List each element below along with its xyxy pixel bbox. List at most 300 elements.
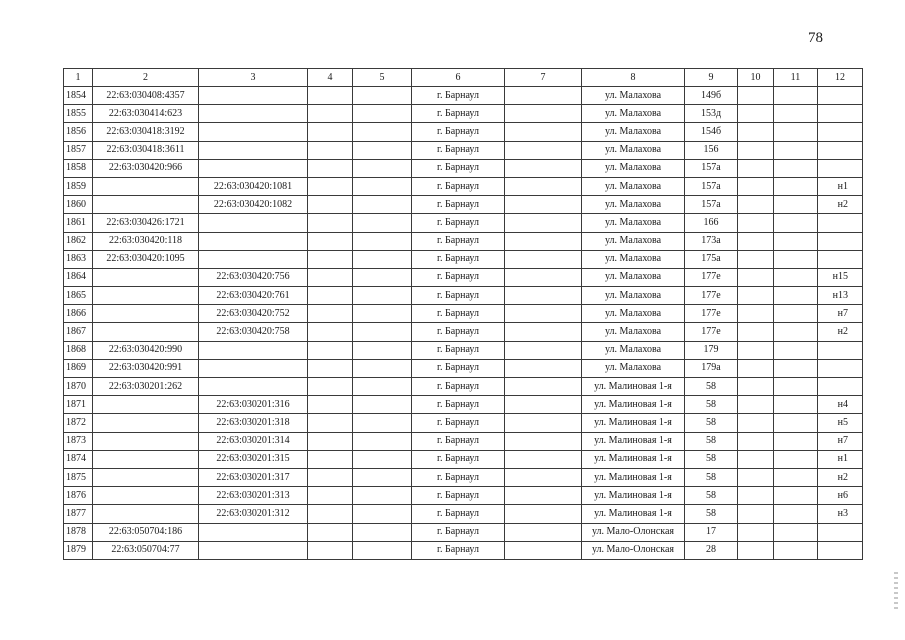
cell-col10 (738, 432, 774, 450)
cell-col5 (353, 396, 412, 414)
cell-col5 (353, 323, 412, 341)
cell-col10 (738, 468, 774, 486)
cell-number: 1870 (64, 378, 93, 396)
cell-number: 1872 (64, 414, 93, 432)
cell-col5 (353, 541, 412, 559)
cell-house: 58 (685, 414, 738, 432)
registry-table (63, 68, 863, 560)
cell-col5 (353, 123, 412, 141)
table-row (64, 232, 863, 250)
cell-cadastral-room (199, 250, 308, 268)
cell-premise (818, 359, 863, 377)
table-row (64, 123, 863, 141)
cell-cadastral-room: 22:63:030420:761 (199, 287, 308, 305)
cell-col5 (353, 468, 412, 486)
cell-col5 (353, 432, 412, 450)
cell-premise: н4 (818, 396, 863, 414)
cell-col10 (738, 141, 774, 159)
cell-col7 (505, 141, 582, 159)
cell-city: г. Барнаул (412, 487, 505, 505)
cell-col10 (738, 214, 774, 232)
cell-number: 1861 (64, 214, 93, 232)
cell-street: ул. Мало-Олонская (582, 523, 685, 541)
cell-premise (818, 123, 863, 141)
cell-house: 179а (685, 359, 738, 377)
table-row (64, 196, 863, 214)
cell-city: г. Барнаул (412, 196, 505, 214)
cell-col7 (505, 396, 582, 414)
cell-col7 (505, 432, 582, 450)
cell-col4 (308, 87, 353, 105)
cell-col11 (774, 541, 818, 559)
cell-street: ул. Малахова (582, 196, 685, 214)
cell-street: ул. Малиновая 1-я (582, 450, 685, 468)
cell-col11 (774, 305, 818, 323)
cell-col11 (774, 177, 818, 195)
cell-street: ул. Малахова (582, 232, 685, 250)
cell-col7 (505, 305, 582, 323)
cell-col11 (774, 432, 818, 450)
table-row (64, 523, 863, 541)
cell-col5 (353, 378, 412, 396)
cell-col7 (505, 159, 582, 177)
cell-col7 (505, 123, 582, 141)
cell-col10 (738, 341, 774, 359)
cell-col4 (308, 432, 353, 450)
cell-house: 28 (685, 541, 738, 559)
cell-number: 1856 (64, 123, 93, 141)
cell-premise (818, 250, 863, 268)
cell-city: г. Барнаул (412, 250, 505, 268)
cell-col5 (353, 359, 412, 377)
table-row (64, 323, 863, 341)
cell-cadastral-room (199, 232, 308, 250)
cell-house: 179 (685, 341, 738, 359)
cell-col11 (774, 487, 818, 505)
cell-street: ул. Малахова (582, 268, 685, 286)
cell-cadastral-land (93, 450, 199, 468)
cell-number: 1857 (64, 141, 93, 159)
cell-premise: н2 (818, 323, 863, 341)
table-row (64, 341, 863, 359)
cell-number: 1875 (64, 468, 93, 486)
cell-col4 (308, 378, 353, 396)
cell-col4 (308, 250, 353, 268)
cell-col11 (774, 505, 818, 523)
cell-house: 149б (685, 87, 738, 105)
cell-col4 (308, 305, 353, 323)
cell-city: г. Барнаул (412, 341, 505, 359)
cell-col5 (353, 87, 412, 105)
cell-number: 1855 (64, 105, 93, 123)
cell-street: ул. Малиновая 1-я (582, 487, 685, 505)
cell-number: 1866 (64, 305, 93, 323)
cell-cadastral-room: 22:63:030201:316 (199, 396, 308, 414)
cell-col10 (738, 159, 774, 177)
cell-cadastral-room: 22:63:030420:1082 (199, 196, 308, 214)
cell-house: 58 (685, 505, 738, 523)
column-header: 5 (353, 69, 412, 87)
cell-street: ул. Малахова (582, 305, 685, 323)
cell-street: ул. Малахова (582, 159, 685, 177)
cell-col7 (505, 105, 582, 123)
cell-col7 (505, 87, 582, 105)
table-row (64, 541, 863, 559)
cell-number: 1854 (64, 87, 93, 105)
cell-city: г. Барнаул (412, 87, 505, 105)
cell-cadastral-land: 22:63:030420:118 (93, 232, 199, 250)
cell-col10 (738, 414, 774, 432)
cell-col5 (353, 487, 412, 505)
table-row (64, 250, 863, 268)
cell-col4 (308, 487, 353, 505)
cell-premise: н2 (818, 468, 863, 486)
cell-number: 1871 (64, 396, 93, 414)
cell-col11 (774, 141, 818, 159)
cell-city: г. Барнаул (412, 505, 505, 523)
cell-cadastral-land (93, 432, 199, 450)
column-header: 12 (818, 69, 863, 87)
cell-premise (818, 159, 863, 177)
cell-cadastral-room (199, 214, 308, 232)
table-row (64, 505, 863, 523)
cell-col7 (505, 341, 582, 359)
cell-house: 156 (685, 141, 738, 159)
table-row (64, 305, 863, 323)
cell-city: г. Барнаул (412, 523, 505, 541)
cell-premise: н7 (818, 432, 863, 450)
cell-col11 (774, 268, 818, 286)
cell-col4 (308, 196, 353, 214)
cell-col5 (353, 232, 412, 250)
cell-col5 (353, 250, 412, 268)
cell-cadastral-room: 22:63:030420:1081 (199, 177, 308, 195)
cell-col4 (308, 268, 353, 286)
cell-street: ул. Малиновая 1-я (582, 414, 685, 432)
cell-cadastral-land: 22:63:050704:77 (93, 541, 199, 559)
cell-cadastral-room (199, 341, 308, 359)
cell-cadastral-room (199, 141, 308, 159)
cell-cadastral-room: 22:63:030201:315 (199, 450, 308, 468)
cell-house: 58 (685, 468, 738, 486)
cell-house: 177е (685, 268, 738, 286)
table-row (64, 359, 863, 377)
cell-street: ул. Малахова (582, 287, 685, 305)
cell-city: г. Барнаул (412, 232, 505, 250)
cell-city: г. Барнаул (412, 396, 505, 414)
cell-col10 (738, 305, 774, 323)
cell-city: г. Барнаул (412, 105, 505, 123)
table-header-row (64, 69, 863, 87)
column-header: 6 (412, 69, 505, 87)
cell-number: 1876 (64, 487, 93, 505)
cell-premise: н1 (818, 177, 863, 195)
cell-col11 (774, 250, 818, 268)
cell-col10 (738, 196, 774, 214)
cell-col7 (505, 196, 582, 214)
cell-cadastral-room (199, 359, 308, 377)
table-row (64, 287, 863, 305)
cell-col10 (738, 268, 774, 286)
cell-cadastral-room (199, 541, 308, 559)
cell-house: 175а (685, 250, 738, 268)
cell-col4 (308, 105, 353, 123)
cell-number: 1868 (64, 341, 93, 359)
cell-premise: н15 (818, 268, 863, 286)
cell-street: ул. Малахова (582, 323, 685, 341)
cell-col5 (353, 505, 412, 523)
cell-city: г. Барнаул (412, 414, 505, 432)
table-row (64, 87, 863, 105)
table-row (64, 105, 863, 123)
cell-col10 (738, 232, 774, 250)
cell-col11 (774, 450, 818, 468)
cell-col11 (774, 287, 818, 305)
table-row (64, 378, 863, 396)
cell-premise (818, 523, 863, 541)
cell-col7 (505, 541, 582, 559)
cell-cadastral-land: 22:63:030420:990 (93, 341, 199, 359)
cell-premise: н13 (818, 287, 863, 305)
cell-col5 (353, 523, 412, 541)
cell-house: 177е (685, 287, 738, 305)
cell-street: ул. Малахова (582, 141, 685, 159)
cell-col7 (505, 287, 582, 305)
cell-col5 (353, 214, 412, 232)
cell-col5 (353, 196, 412, 214)
cell-house: 58 (685, 396, 738, 414)
column-header: 4 (308, 69, 353, 87)
cell-col5 (353, 287, 412, 305)
cell-col7 (505, 250, 582, 268)
cell-col5 (353, 105, 412, 123)
cell-col10 (738, 87, 774, 105)
cell-number: 1863 (64, 250, 93, 268)
cell-city: г. Барнаул (412, 123, 505, 141)
cell-col11 (774, 87, 818, 105)
cell-street: ул. Малахова (582, 177, 685, 195)
cell-col11 (774, 396, 818, 414)
cell-col10 (738, 378, 774, 396)
cell-col5 (353, 177, 412, 195)
table-row (64, 396, 863, 414)
cell-premise (818, 378, 863, 396)
cell-house: 157а (685, 196, 738, 214)
cell-cadastral-room: 22:63:030201:312 (199, 505, 308, 523)
cell-col4 (308, 323, 353, 341)
cell-cadastral-room (199, 123, 308, 141)
cell-city: г. Барнаул (412, 359, 505, 377)
cell-col11 (774, 105, 818, 123)
cell-street: ул. Мало-Олонская (582, 541, 685, 559)
cell-house: 157а (685, 159, 738, 177)
cell-col11 (774, 214, 818, 232)
cell-number: 1873 (64, 432, 93, 450)
cell-premise (818, 541, 863, 559)
cell-col7 (505, 487, 582, 505)
cell-col4 (308, 214, 353, 232)
cell-number: 1860 (64, 196, 93, 214)
cell-house: 173а (685, 232, 738, 250)
cell-col5 (353, 141, 412, 159)
page-number: 78 (808, 30, 823, 46)
cell-cadastral-room (199, 378, 308, 396)
column-header: 3 (199, 69, 308, 87)
cell-col11 (774, 414, 818, 432)
cell-city: г. Барнаул (412, 141, 505, 159)
cell-cadastral-room (199, 105, 308, 123)
cell-col7 (505, 450, 582, 468)
cell-cadastral-land (93, 196, 199, 214)
cell-city: г. Барнаул (412, 177, 505, 195)
cell-cadastral-land (93, 305, 199, 323)
cell-col11 (774, 468, 818, 486)
cell-city: г. Барнаул (412, 323, 505, 341)
cell-cadastral-land: 22:63:030201:262 (93, 378, 199, 396)
cell-col5 (353, 450, 412, 468)
cell-col4 (308, 396, 353, 414)
cell-cadastral-room: 22:63:030420:758 (199, 323, 308, 341)
cell-col11 (774, 196, 818, 214)
scan-margin-mark (894, 572, 898, 612)
cell-city: г. Барнаул (412, 305, 505, 323)
cell-col7 (505, 378, 582, 396)
cell-street: ул. Малиновая 1-я (582, 468, 685, 486)
cell-premise (818, 141, 863, 159)
cell-premise: н3 (818, 505, 863, 523)
cell-col4 (308, 523, 353, 541)
cell-house: 177е (685, 305, 738, 323)
table-row (64, 414, 863, 432)
cell-house: 177е (685, 323, 738, 341)
cell-cadastral-room: 22:63:030420:756 (199, 268, 308, 286)
cell-premise: н1 (818, 450, 863, 468)
cell-col4 (308, 359, 353, 377)
cell-cadastral-land: 22:63:030418:3611 (93, 141, 199, 159)
cell-house: 17 (685, 523, 738, 541)
cell-cadastral-land (93, 177, 199, 195)
cell-col7 (505, 505, 582, 523)
cell-number: 1859 (64, 177, 93, 195)
cell-premise: н2 (818, 196, 863, 214)
cell-cadastral-land: 22:63:030408:4357 (93, 87, 199, 105)
cell-house: 157а (685, 177, 738, 195)
cell-col10 (738, 323, 774, 341)
table-row (64, 268, 863, 286)
cell-col7 (505, 359, 582, 377)
cell-col4 (308, 541, 353, 559)
cell-cadastral-land: 22:63:030420:966 (93, 159, 199, 177)
cell-street: ул. Малахова (582, 123, 685, 141)
cell-col7 (505, 468, 582, 486)
cell-house: 58 (685, 450, 738, 468)
column-header: 11 (774, 69, 818, 87)
cell-col5 (353, 414, 412, 432)
cell-premise (818, 214, 863, 232)
cell-number: 1867 (64, 323, 93, 341)
cell-number: 1879 (64, 541, 93, 559)
cell-col7 (505, 214, 582, 232)
cell-col11 (774, 232, 818, 250)
cell-col11 (774, 159, 818, 177)
table-row (64, 159, 863, 177)
cell-number: 1877 (64, 505, 93, 523)
cell-cadastral-land: 22:63:030426:1721 (93, 214, 199, 232)
column-header: 7 (505, 69, 582, 87)
cell-house: 154б (685, 123, 738, 141)
cell-col10 (738, 359, 774, 377)
cell-col11 (774, 341, 818, 359)
cell-house: 153д (685, 105, 738, 123)
cell-cadastral-room (199, 523, 308, 541)
cell-col10 (738, 396, 774, 414)
cell-col10 (738, 287, 774, 305)
cell-premise (818, 87, 863, 105)
table-row (64, 468, 863, 486)
cell-cadastral-land: 22:63:030414:623 (93, 105, 199, 123)
cell-col7 (505, 177, 582, 195)
cell-premise: н7 (818, 305, 863, 323)
cell-cadastral-land: 22:63:030420:1095 (93, 250, 199, 268)
column-header: 2 (93, 69, 199, 87)
cell-col10 (738, 523, 774, 541)
column-header: 8 (582, 69, 685, 87)
cell-cadastral-land (93, 396, 199, 414)
table-row (64, 141, 863, 159)
cell-city: г. Барнаул (412, 159, 505, 177)
cell-street: ул. Малиновая 1-я (582, 432, 685, 450)
table-row (64, 214, 863, 232)
cell-col4 (308, 177, 353, 195)
cell-col4 (308, 414, 353, 432)
cell-street: ул. Малахова (582, 250, 685, 268)
cell-col10 (738, 250, 774, 268)
cell-premise (818, 232, 863, 250)
cell-street: ул. Малиновая 1-я (582, 396, 685, 414)
cell-col10 (738, 541, 774, 559)
cell-city: г. Барнаул (412, 214, 505, 232)
cell-cadastral-room: 22:63:030201:313 (199, 487, 308, 505)
cell-cadastral-land (93, 287, 199, 305)
cell-col11 (774, 378, 818, 396)
cell-cadastral-room: 22:63:030201:317 (199, 468, 308, 486)
cell-col4 (308, 159, 353, 177)
cell-col7 (505, 323, 582, 341)
cell-cadastral-land: 22:63:030420:991 (93, 359, 199, 377)
cell-premise: н6 (818, 487, 863, 505)
column-header: 10 (738, 69, 774, 87)
cell-cadastral-room (199, 87, 308, 105)
table-row (64, 177, 863, 195)
cell-number: 1862 (64, 232, 93, 250)
cell-house: 58 (685, 487, 738, 505)
cell-cadastral-room: 22:63:030201:314 (199, 432, 308, 450)
cell-cadastral-room: 22:63:030201:318 (199, 414, 308, 432)
cell-cadastral-room (199, 159, 308, 177)
cell-cadastral-room: 22:63:030420:752 (199, 305, 308, 323)
cell-number: 1865 (64, 287, 93, 305)
cell-col10 (738, 450, 774, 468)
cell-col4 (308, 287, 353, 305)
cell-col11 (774, 523, 818, 541)
cell-number: 1874 (64, 450, 93, 468)
cell-col4 (308, 341, 353, 359)
cell-col4 (308, 468, 353, 486)
cell-col10 (738, 487, 774, 505)
cell-premise (818, 105, 863, 123)
cell-street: ул. Малахова (582, 341, 685, 359)
table-row (64, 487, 863, 505)
